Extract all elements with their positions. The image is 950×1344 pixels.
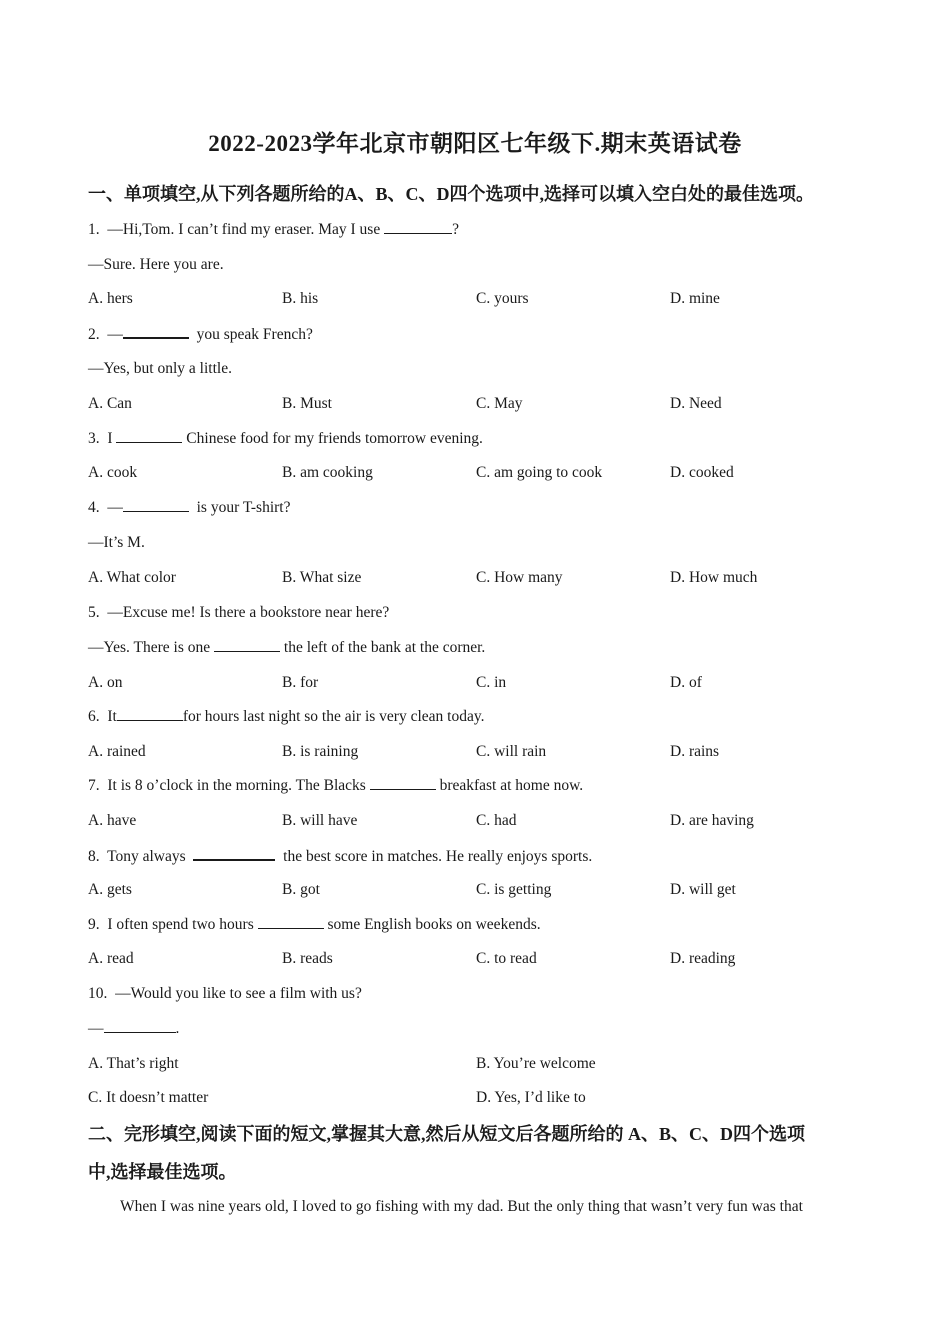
q5-option-d[interactable]: D. of [670, 674, 702, 691]
q8-option-a[interactable]: A. gets [88, 881, 132, 898]
q3-option-c[interactable]: C. am going to cook [476, 464, 603, 481]
q10-option-b[interactable]: B. You’re welcome [476, 1055, 596, 1072]
answer-blank [116, 430, 182, 443]
answer-blank [117, 708, 183, 721]
section-heading-2: 二、完形填空,阅读下面的短文,掌握其大意,然后从短文后各题所给的 A、B、C、D四个选项 中,选择最佳选项。 [88, 1124, 805, 1182]
q1-option-b[interactable]: B. his [282, 290, 319, 307]
q2-option-d[interactable]: D. Need [670, 395, 722, 412]
q9-option-b[interactable]: B. reads [282, 950, 333, 967]
q1-option-d[interactable]: D. mine [670, 290, 720, 307]
q8-option-d[interactable]: D. will get [670, 881, 736, 898]
section-heading-1: 一、单项填空,从下列各题所给的A、B、C、D四个选项中,选择可以填入空白处的最佳选项。 [88, 184, 814, 204]
q6-option-a[interactable]: A. rained [88, 743, 146, 760]
question-4-reply: —It’s M. [88, 534, 145, 551]
question-10: 10. —Would you like to see a film with us? [88, 985, 362, 1002]
q5-option-b[interactable]: B. for [282, 674, 319, 691]
q1-option-a[interactable]: A. hers [88, 290, 133, 307]
question-2: 2. — you speak French? [88, 326, 313, 343]
q2-option-a[interactable]: A. Can [88, 395, 132, 412]
passage-text: When I was nine years old, I loved to go fishing with my dad. But the only thing that wasn’t very fun was that [120, 1198, 803, 1215]
q8-option-b[interactable]: B. got [282, 881, 320, 898]
answer-blank [104, 1020, 176, 1033]
q3-option-a[interactable]: A. cook [88, 464, 138, 481]
q7-option-c[interactable]: C. had [476, 812, 517, 829]
q10-option-a[interactable]: A. That’s right [88, 1055, 179, 1072]
answer-blank [258, 916, 324, 929]
question-10-reply: — . [88, 1020, 180, 1037]
q2-option-c[interactable]: C. May [476, 395, 523, 412]
question-7: 7. It is 8 o’clock in the morning. The Blacks breakfast at home now. [88, 777, 584, 794]
q3-option-d[interactable]: D. cooked [670, 464, 734, 481]
question-2-reply: —Yes, but only a little. [88, 360, 232, 377]
answer-blank [214, 639, 280, 652]
q6-option-c[interactable]: C. will rain [476, 743, 547, 760]
q9-option-d[interactable]: D. reading [670, 950, 736, 967]
question-5-reply: —Yes. There is one the left of the bank at the corner. [88, 639, 486, 656]
answer-blank [370, 777, 436, 790]
q10-option-d[interactable]: D. Yes, I’d like to [476, 1089, 586, 1106]
question-4: 4. — is your T-shirt? [88, 499, 291, 516]
answer-blank [123, 325, 189, 339]
answer-blank [123, 499, 189, 512]
question-9: 9. I often spend two hours some English books on weekends. [88, 916, 541, 933]
q6-option-d[interactable]: D. rains [670, 743, 720, 760]
q4-option-a[interactable]: A. What color [88, 569, 176, 586]
q7-option-b[interactable]: B. will have [282, 812, 358, 829]
question-1: 1. —Hi,Tom. I can’t find my eraser. May I use ? [88, 221, 459, 238]
question-1-reply: —Sure. Here you are. [88, 256, 224, 273]
question-8: 8. Tony always the best score in matches. He really enjoys sports. [88, 848, 593, 865]
q9-option-a[interactable]: A. read [88, 950, 134, 967]
q5-option-c[interactable]: C. in [476, 674, 507, 691]
q8-option-c[interactable]: C. is getting [476, 881, 552, 898]
q5-option-a[interactable]: A. on [88, 674, 123, 691]
question-5: 5. —Excuse me! Is there a bookstore near here? [88, 604, 390, 621]
q3-option-b[interactable]: B. am cooking [282, 464, 373, 481]
question-3: 3. I Chinese food for my friends tomorrow evening. [88, 430, 483, 447]
question-6: 6. It for hours last night so the air is very clean today. [88, 708, 485, 725]
q9-option-c[interactable]: C. to read [476, 950, 537, 967]
q4-option-c[interactable]: C. How many [476, 569, 563, 586]
page-title: 2022-2023学年北京市朝阳区七年级下.期末英语试卷 [208, 131, 742, 156]
answer-blank [193, 847, 275, 861]
q2-option-b[interactable]: B. Must [282, 395, 332, 412]
q6-option-b[interactable]: B. is raining [282, 743, 359, 760]
q4-option-d[interactable]: D. How much [670, 569, 758, 586]
q7-option-a[interactable]: A. have [88, 812, 137, 829]
q1-option-c[interactable]: C. yours [476, 290, 529, 307]
q7-option-d[interactable]: D. are having [670, 812, 754, 829]
q10-option-c[interactable]: C. It doesn’t matter [88, 1089, 209, 1106]
q4-option-b[interactable]: B. What size [282, 569, 362, 586]
answer-blank [384, 221, 452, 234]
